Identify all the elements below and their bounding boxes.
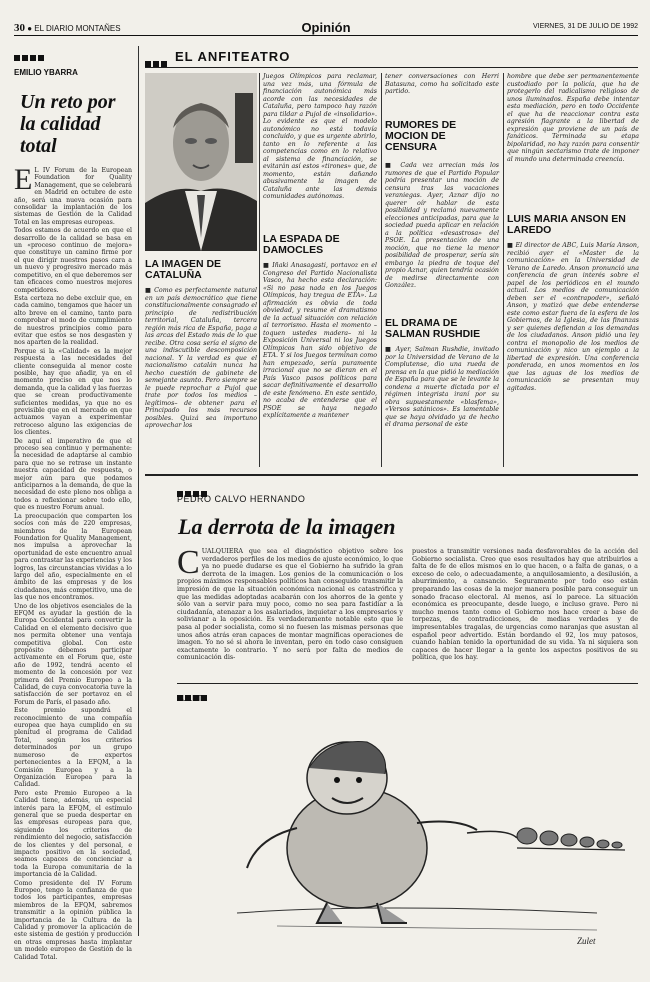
heading-rumores: RUMORES DE MOCION DE CENSURA: [385, 119, 457, 153]
article-body: [412, 548, 638, 678]
square-bullet-icon: ■: [385, 346, 396, 353]
cartoon-drawing: [177, 708, 637, 948]
paragraph: L IV Forum de la European Foundation for Quality Management, que se celebrará en Madrid en octubre de este año, será una nueva ocasión para consolidar la implantación de los sistemas de Gestión de la Calidad Total en las empresas europeas.: [14, 167, 132, 226]
paragraph: Porque si la «Calidad» es la mejor respuesta a las necesidades del cliente conseguida al menor coste posible, hay que añadir, ya en el momento preciso en que nos lo demanda, que la calidad y las fuerzas que se crean productivamente suficientes medidas, ya que no es previsible que en el mercado en que actuamos vayan a experimentar retroceso alguno las exigencias de los clientes.: [14, 347, 132, 437]
column-divider: [259, 73, 260, 467]
paragraph: Esta certeza no debe excluir que, en cada camino, tengamos que hacer un alto breve en el camino, tanto para comprobar el modo de cumplimiento de nuestros principios como para evitar que estos se nos desgasten y nos aparten de la realidad.: [14, 294, 132, 347]
article-author: PEDRO CALVO HERNANDO: [177, 494, 306, 504]
cartoon-label: ZULET: [177, 694, 203, 703]
column-text: [507, 242, 639, 467]
column-text: [385, 346, 499, 467]
article-title: La derrota de la imagen: [178, 514, 396, 539]
paragraph: Pero este Premio Europeo a la Calidad tiene, además, un especial interés para la EFQM, el estímulo general que se pueda despertar en las empresas europeas para que, siguiendo los criterios de rendimiento del negocio, satisfacción de los clientes y del personal, e impacto positivo en la sociedad, seamos capaces de concienciar a toda la Europa comunitaria de la importancia de la Calidad.: [14, 789, 132, 879]
header-date: VIERNES, 31 DE JULIO DE 1992: [532, 23, 638, 30]
cartoon-signature: Zulet: [577, 936, 596, 946]
portrait-image: [145, 73, 257, 251]
squares-icon: [145, 52, 169, 71]
paragraph: Juegos Olímpicos para reclamar, una vez más, una fórmula de financiación autonómica más acorde con las necesidades de Cataluña, pero tampoco hay razón para tildar a Pujol de «insolidario». Lo evidente es que el modelo autonómico no está todavía concluido, y que es urgente abrirlo, tanto en lo referente a las competencias como en lo relativo al sistema de financiación, se evitarán así estos «tirones» que, de momento, están dañando abusivamente la imagen de Cataluña ante las demás comunidades autónomas.: [263, 73, 377, 200]
page-number: 30: [14, 22, 25, 34]
column-text: [385, 73, 499, 103]
squares-icon: [14, 46, 132, 65]
section-rule: [145, 474, 638, 476]
column-text: [263, 262, 377, 467]
article-body: [177, 544, 403, 678]
column-text: [145, 287, 257, 467]
paragraph: hombre que debe ser permanentemente custodiado por la policía, que ha de protegerlo del radicalismo religioso de unos iluminados. España debe intentar esta mediación, pero en todo Occidente el que ha de reaccionar contra esta agresión flagrante a la libertad de expresión que proviene de un país de fanáticos. Terminada su etapa bipolaridad, no hay razón para consentir que ningún sectarismo trate de imponer al mundo una determinada creencia.: [507, 73, 639, 163]
article-body: [14, 163, 132, 961]
heading-salman-rushdie: EL DRAMA DE SALMAN RUSHDIE: [385, 317, 481, 340]
section-title: Opinión: [301, 20, 351, 35]
heading-imagen-cataluna: LA IMAGEN DE CATALUÑA: [145, 258, 222, 281]
page-header: [14, 22, 638, 36]
paragraph: Uno de los objetivos esenciales de la EFQM es ayudar la gestión de la Europa Occidental para convertir la Calidad en el elemento decisivo que nos permita obtener una ventaja competitiva global. Con este propósito debemos participar activamente en el Forum que, este año de 1992, tendrá acento el momento de la concesión por vez primera del Premio Europeo a la Calidad, de cuya convocatoria tuve la satisfacción de ser portavoz en el Forum de París, el pasado año.: [14, 602, 132, 706]
newspaper-name: EL DIARIO MONTAÑES: [34, 24, 121, 33]
column-divider: [381, 73, 382, 467]
bullet-icon: ●: [27, 24, 35, 33]
paragraph: Como es perfectamente natural en un país democrático que tiene constitucionalmente consagrado el principio de redistribución territorial, Cataluña, tercera región más rica de España, paga a las arcas del Estado más de lo que recibe. Otra cosa sería el signo de una indiscutible descomposición nacional. Y la verdad es que el nacionalismo catalán nunca ha hecho cuestión de gabinete de semejante asunto. Pero siempre se le puede reprochar a Pujol que trate por todos los medios –legítimos– de obtener para el Principado los más recursos posibles. Quizá sea importuno aprovechar los: [145, 287, 257, 429]
heading-espada-damocles: LA ESPADA DE DAMOCLES: [263, 233, 340, 256]
paragraph: UALQUIERA que sea el diagnóstico objetivo sobre los verdaderos perfiles de los medios de ajuste económico, lo que ya no puede dudarse es que el Gobierno ha sufrido la gran derrota de la imagen. Los genios de la comunicación o los propios máximos responsables políticos han conseguido transmitir la impresión de que la situación económica nacional es catastrófica y que las medidas adoptadas acabarán con los ahorros de la gente y sólo van a servir para muy poco, como no sea para fastidiar a la ciudadanía, atenazar a los asalariados, inquietar a los empresarios y solivianar a la oposición. Es verdaderamente notable esto que le pasa al poder socialista, como si no fuesen las mismas personas que unos años atrás eran capaces de montar magníficas operaciones de imagen. Yo no sé si ahora le inventan, pero en todo caso consiguen exactamente lo contrario. Y no será por falta de medios de comunicación dis-: [177, 547, 403, 662]
square-bullet-icon: ■: [145, 287, 155, 294]
column-text: [507, 73, 639, 203]
section-rule: [177, 683, 638, 684]
paragraph: Todos estamos de acuerdo en que el desarrollo de la calidad se basa en un «proceso continuo de mejora» que constituye un camino firme por el que dirigir nuestros pasos cara a un nuevo y progresivo mercado más competitivo, en el que deberemos ser tan eficaces como nuestros mejores competidores.: [14, 227, 132, 294]
column-divider: [503, 73, 504, 467]
paragraph: Ayer, Salman Rushdie, invitado por la Universidad de Verano de la Complutense, dio una rueda de prensa en la que pidió la mediación de España para que se le levante la condena a muerte dictada por el régimen integrista iraní por su obra supuestamente «blasfema», «Versos satánicos». Es lamentable que se haya olvidado ya de hecho el drama personal de este: [385, 346, 499, 428]
anfiteatro-header: [145, 49, 415, 65]
paragraph: La preocupación que comparten los socios con más de 220 empresas, miembros de la European Foundation for Quality Management, nos impulsa a aprovechar la oportunidad de este encuentro anual para contrastar las experiencias y los logros, las circunstancias vividas a lo largo del año, especialmente en el ámbito de las empresas y de los ciudadanos, más competitivo, una de las que nos encontramos.: [14, 512, 132, 602]
square-bullet-icon: ■: [507, 242, 516, 249]
portrait-photo: [145, 73, 257, 251]
anfiteatro-title: EL ANFITEATRO: [175, 49, 291, 64]
section-rule: [145, 67, 638, 68]
paragraph: De aquí el imperativo de que el proceso sea continuo y permanente: la necesidad de adaptarse al cambio para que no se retrase un instante nuestra capacidad de respuesta, o mejor aún para que podamos anticiparnos a la demanda, de que la necesidad de este pleno nos obliga a todos a reflexionar sobre todo ello, que es nuestro Forum anual.: [14, 437, 132, 512]
left-article: [14, 46, 132, 961]
square-bullet-icon: ■: [263, 262, 273, 269]
drop-cap: C: [177, 544, 200, 581]
paragraph: Iñaki Anasagasti, portavoz en el Congreso del Partido Nacionalista Vasco, ha hecho esta declaración: «Si no pasa nada en los Juegos Olímpicos, hay tregua de ETA». La afirmación es obvia de toda obviedad, y resume el dramatismo de la actual situación con relación al terrorismo. Hasta el momento –toquen ustedes madera– ni la Exposición Universal ni los Juegos Olímpicos han sido objetivo de ETA. Y si los Juegos terminan como han empezado, sería puramente irracional que no se dieran en el País Vasco pasos políticos para sacar definitivamente el desarrollo de este fenómeno. En este sentido, no acaba de entenderse que el PSOE se haya negado explícitamente a mantener: [263, 262, 377, 419]
column-text: [263, 73, 377, 233]
paragraph: Como presidente del IV Forum Europeo, tengo la confianza de que todos los participantes, empresas miembros de la EFQM, sabremos transmitir a la opinión pública la importancia de la Cultura de la Calidad y promover la aplicación de este sistema de gestión y producción en otras empresas hasta implantar un modelo europeo de Gestión de la Calidad Total.: [14, 879, 132, 961]
paragraph: Este premio supondrá el reconocimiento de una compañía europea que haya cumplido en su plenitud el programa de Calidad Total, según los criterios determinados por un grupo numeroso de expertos pertenecientes a la EFQM, a la Comisión Europea y a la Organización Europea para la Calidad.: [14, 707, 132, 789]
heading-luis-maria-anson: LUIS MARIA ANSON EN LAREDO: [507, 213, 626, 236]
drop-cap: E: [14, 163, 33, 196]
article-author: EMILIO YBARRA: [14, 68, 78, 77]
paragraph: tener conversaciones con Herri Batasuna, como ha solicitado este partido.: [385, 73, 499, 95]
column-text: [385, 162, 499, 312]
column-divider: [138, 46, 139, 936]
cartoon: [177, 708, 637, 948]
article-title: Un reto por la calidad total: [20, 91, 116, 157]
paragraph: puestos a transmitir versiones nada desfavorables de la acción del Gobierno socialista. Creo que esos resultados hay que atribuirlos a falta de fe de ellos mismos en lo que hacen, o a falta de ganas, o a exceso de celo, o adecuadamente, a anquilosamiento, a desilusión, a aburrimiento, a cansancio. Seguramente por todo eso están preparando las cosas de la mejor manera posible para conseguir un sonado fracaso electoral. Al menos, así lo parece. La situación económica es preocupante, desde luego, e incluso grave. Pero ni mucho menos tanto como el Gobierno nos hace creer a base de torpezas, de contradicciones, de medias verdades y de impresentables tragalas, de urgencias como naranjas que asustan al español peor advertido. Están bordando el 92, los muy patosos, cuando habían tenido la oportunidad de su vida. Ya ni siquiera son capaces de hacer llegar a la gente los aspectos positivos de su política, que los hay.: [412, 547, 638, 662]
paragraph: Cada vez arrecian más los rumores de que el Partido Popular podría presentar una moción de censura tras las vacaciones veraniegas. Ayer, Aznar dijo no querer oír hablar de esta posibilidad y reclamó nuevamente elecciones anticipadas, para que la sociedad pueda aplicar en relación a la política «desastrosa» del PSOE. La presentación de una moción, que no tiene la menor posibilidad de prosperar, sería sin embargo la piedra de toque del propio Aznar, quien tendría ocasión de medirse directamente con González.: [385, 162, 500, 289]
square-bullet-icon: ■: [385, 162, 401, 169]
paragraph: El director de ABC, Luis María Anson, recibió ayer el «Master de la comunicación» en la Universidad de Verano de Laredo. Anson pronunció una conferencia de gran interés sobre el papel de los periódicos en el mundo actual. Los medios de comunicación deben ser el «contrapoder», señaló Anson, y matizó que debe entenderse este como estar fuera de la esfera de los Gobiernos, de la Iglesia, de las finanzas y ser quienes defiendan a los demandas de los ciudadanos. Anson pidió una ley contra el monopolio de los medios de comunicación y nico un ejemplo a la libertad de expresión. Una conferencia ponderada, en unos momentos en los que las aguas de los medios de comunicación se presentan muy agitadas.: [507, 242, 639, 392]
